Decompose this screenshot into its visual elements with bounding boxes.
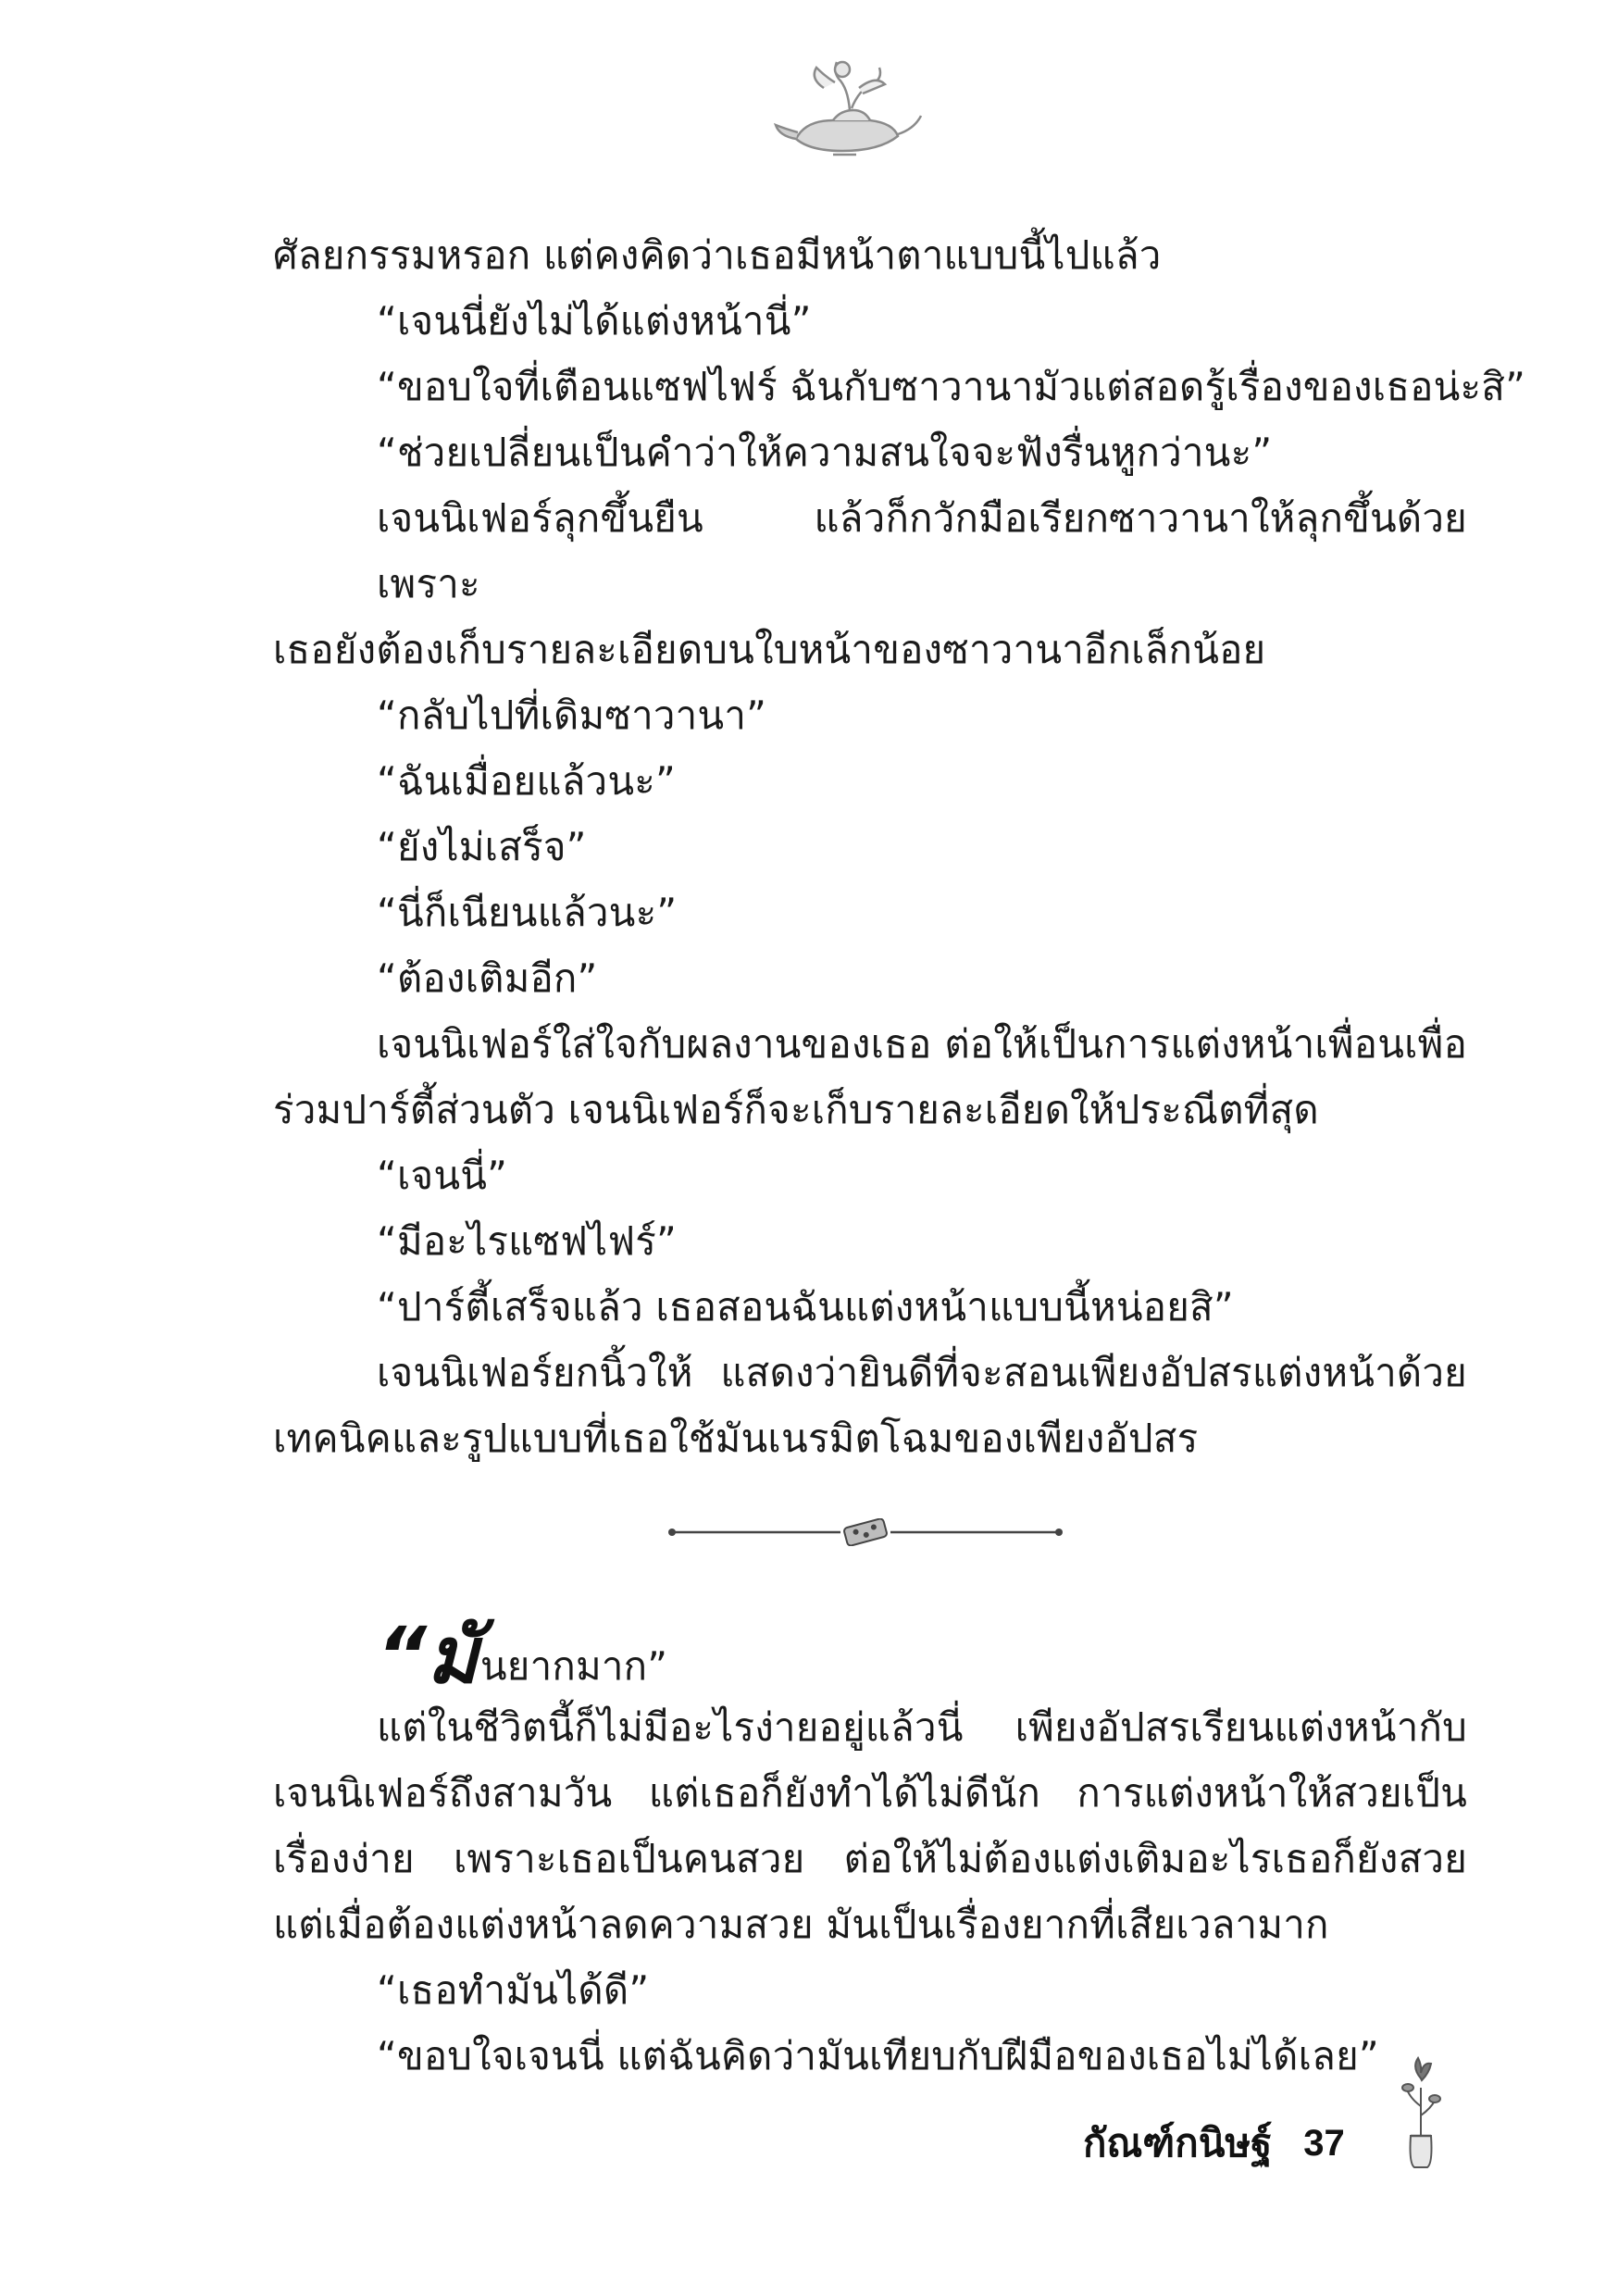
flower-vase-icon: [1398, 2051, 1444, 2171]
paragraph-line: เจนนิเฟอร์ยกนิ้วให้ แสดงว่ายินดีที่จะสอนเพียงอัปสรแต่งหน้าด้วย: [377, 1350, 1467, 1395]
paragraph-line: “ยังไม่เสร็จ”: [377, 824, 587, 869]
paragraph-line: “เธอทำมันได้ดี”: [377, 1967, 650, 2013]
paragraph-line: แต่เมื่อต้องแต่งหน้าลดความสวย มันเป็นเรื่องยากที่เสียเวลามาก: [273, 1902, 1329, 1947]
paragraph-line: “ขอบใจเจนนี่ แต่ฉันคิดว่ามันเทียบกับฝีมือของเธอไม่ได้เลย”: [377, 2033, 1379, 2078]
paragraph-line: เธอยังต้องเก็บรายละเอียดบนใบหน้าของซาวานาอีกเล็กน้อย: [273, 627, 1266, 672]
body-text-block-1: [273, 222, 1526, 1471]
paragraph-line: “กลับไปที่เดิมซาวานา”: [377, 693, 767, 738]
chapter-opening-line: [273, 1610, 1467, 1701]
paragraph-line: ศัลยกรรมหรอก แต่คงคิดว่าเธอมีหน้าตาแบบนี้ไปแล้ว: [273, 232, 1162, 278]
paragraph-line: เจนนิเฟอร์ใส่ใจกับผลงานของเธอ ต่อให้เป็นการแต่งหน้าเพื่อนเพื่อ: [377, 1021, 1467, 1067]
paragraph-line: “นี่ก็เนียนแล้วนะ”: [377, 890, 678, 935]
body-text-block-2: [273, 1611, 1467, 2089]
paragraph-line: “มีอะไรแซฟไฟร์”: [377, 1218, 677, 1264]
paragraph-line: แต่ในชีวิตนี้ก็ไม่มีอะไรง่ายอยู่แล้วนี่ เพียงอัปสรเรียนแต่งหน้ากับ: [377, 1704, 1467, 1750]
paragraph-line: ร่วมปาร์ตี้ส่วนตัว เจนนิเฟอร์ก็จะเก็บรายละเอียดให้ประณีตที่สุด: [273, 1087, 1319, 1132]
paragraph-line: เจนนิเฟอร์ลุกขึ้นยืน แล้วก็กวักมือเรียกซาวานาให้ลุกขึ้นด้วย เพราะ: [377, 495, 1467, 606]
paragraph-line: “ช่วยเปลี่ยนเป็นคำว่าให้ความสนใจจะฟังรื่นหูกว่านะ”: [377, 430, 1273, 475]
paragraph-line: “ฉันเมื่อยแล้วนะ”: [377, 758, 676, 804]
drop-cap: “มั: [377, 1610, 479, 1701]
running-title: กัณฑ์กนิษฐ์: [1083, 2120, 1273, 2165]
paragraph-line: “เจนนี่ยังไม่ได้แต่งหน้านี่”: [377, 298, 812, 343]
paragraph-line: เจนนิเฟอร์ถึงสามวัน แต่เธอก็ยังทำได้ไม่ดีนัก การแต่งหน้าให้สวยเป็น: [273, 1770, 1467, 1816]
paragraph-line: เรื่องง่าย เพราะเธอเป็นคนสวย ต่อให้ไม่ต้องแต่งเติมอะไรเธอก็ยังสวย: [273, 1836, 1467, 1881]
paragraph-line: “ต้องเติมอีก”: [377, 955, 598, 1001]
genie-lamp-icon: [768, 51, 926, 162]
paragraph-line: เทคนิคและรูปแบบที่เธอใช้มันเนรมิตโฉมของเพียงอัปสร: [273, 1416, 1199, 1461]
page-number: 37: [1303, 2122, 1345, 2164]
paragraph-line: “ปาร์ตี้เสร็จแล้ว เธอสอนฉันแต่งหน้าแบบนี้หน่อยสิ”: [377, 1284, 1234, 1329]
ornament-divider-icon: [666, 1518, 1064, 1546]
paragraph-line: “ขอบใจที่เตือนแซฟไฟร์ ฉันกับซาวานามัวแต่สอดรู้เรื่องของเธอน่ะสิ”: [377, 364, 1526, 409]
page-footer: [1083, 2102, 1345, 2185]
paragraph-line: “เจนนี่”: [377, 1153, 508, 1198]
opening-text: นยากมาก”: [479, 1643, 668, 1689]
